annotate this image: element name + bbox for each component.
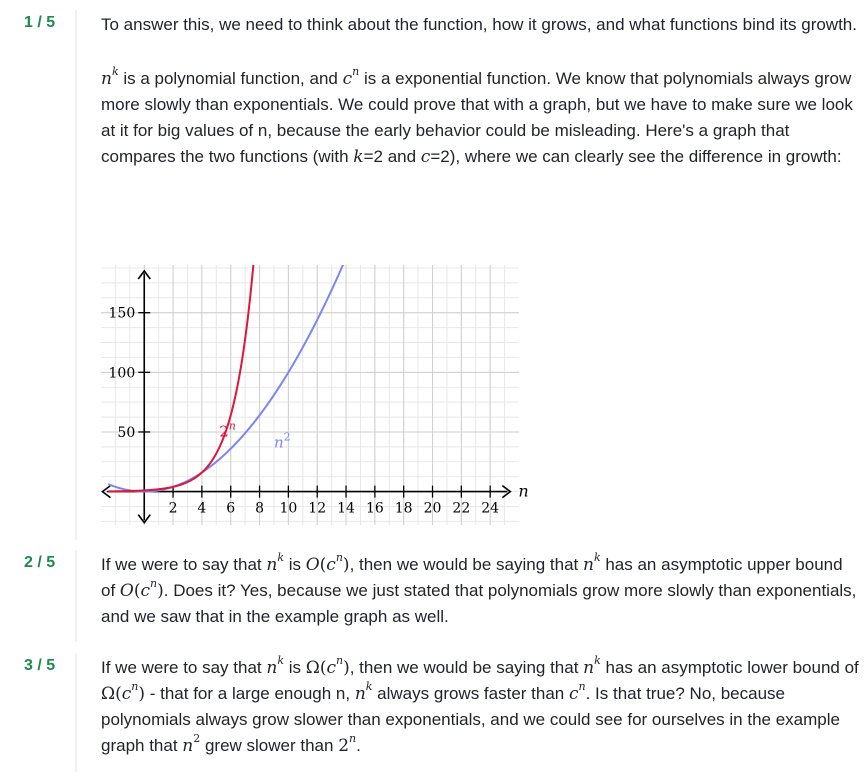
x-tick-label: 12 <box>308 500 327 517</box>
step-number: 2 / 5 <box>24 554 56 571</box>
step-text <box>101 12 861 187</box>
x-axis-label: n <box>518 481 529 501</box>
paragraph: $n^k$ is a polynomial function, and $c^n$ is a exponential function. We know that polynomials always grow more slowly than exponentials. We could prove that with a graph, but we have to make sure we look at it for big values of n, because the early behavior could be misleading. Here's a graph that compares the two functions (with k=2 and c=2), where we can clearly see the difference in growth: <box>101 65 853 167</box>
x-tick-label: 4 <box>197 500 207 517</box>
step-divider <box>75 653 77 772</box>
x-tick-label: 24 <box>481 500 500 517</box>
step-2 <box>0 551 867 646</box>
y-tick-label: 150 <box>108 305 136 322</box>
paragraph: If we were to say that $n^k$ is $O(c^n)$, then we would be saying that $n^k$ has an asymptotic upper bound of $O(c^n)$. Does it? Yes, because we just stated that polynomials grow more slowly than exponentials, and we saw that in the example graph as well. <box>101 551 857 626</box>
label-2-pow-n: 2$^n$ <box>219 419 236 441</box>
x-tick-label: 18 <box>394 500 413 517</box>
x-tick-label: 8 <box>255 500 265 517</box>
x-tick-label: 10 <box>279 500 298 517</box>
x-tick-label: 22 <box>452 500 471 517</box>
x-tick-label: 20 <box>423 500 442 517</box>
x-tick-label: 16 <box>365 500 384 517</box>
growth-graph <box>101 263 529 533</box>
label-n-squared: $n^2$ <box>273 430 291 452</box>
step-divider <box>75 550 77 642</box>
chart-svg <box>101 263 529 528</box>
paragraph: To answer this, we need to think about the function, how it grows, and what functions bind its growth. <box>101 15 857 34</box>
step-number: 1 / 5 <box>24 14 56 31</box>
y-tick-label: 50 <box>117 424 136 441</box>
step-text <box>101 655 861 776</box>
x-tick-label: 14 <box>337 500 355 517</box>
step-3 <box>0 654 867 776</box>
step-divider <box>75 10 77 540</box>
step-text <box>101 552 861 647</box>
x-tick-label: 6 <box>226 500 236 517</box>
step-number: 3 / 5 <box>24 657 56 674</box>
paragraph: If we were to say that $n^k$ is $\Omega(c^n)$, then we would be saying that $n^k$ has an asymptotic lower bound of $\Omega(c^n)$ - that for a large enough n, $n^k$ always grows faster than $c^n$. Is that true? No, because polynomials always grow slower than exponentials, and we could see for ourselves in the example graph that $n^2$ grew slower than 2$^n$. <box>101 654 859 756</box>
x-tick-label: 2 <box>168 500 178 517</box>
y-tick-label: 100 <box>108 365 136 382</box>
